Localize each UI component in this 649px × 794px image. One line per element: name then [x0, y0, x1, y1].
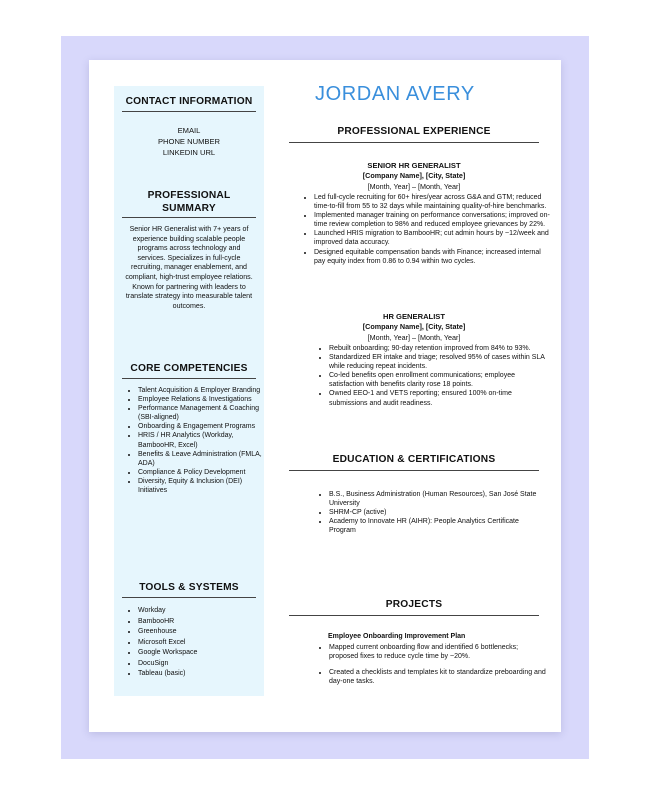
tools-rule	[122, 597, 256, 598]
project-title: Employee Onboarding Improvement Plan	[328, 633, 466, 640]
education-rule	[289, 470, 539, 471]
project-bullet: • Mapped current onboarding flow and identified 6 bottlenecks; proposed fixes to reduce cycle time by ~20%.	[329, 643, 547, 661]
contact-phone: PHONE NUMBER	[157, 137, 221, 146]
experience-rule	[289, 142, 539, 143]
education-list	[316, 490, 547, 535]
job-bullet: • Rebuilt onboarding; 90-day retention improved from 84% to 93%.	[329, 344, 545, 353]
competency-item: • Onboarding & Engagement Programs	[138, 422, 270, 431]
summary-section-title-line2: SUMMARY	[162, 203, 216, 214]
job-bullet: • Led full-cycle recruiting for 60+ hires/year across G&A and GTM; reduced time-to-fill from 55 to 32 days while maintaining quality-of-hire benchmarks.	[314, 193, 552, 211]
contact-rule	[122, 111, 256, 112]
education-section-title: EDUCATION & CERTIFICATIONS	[332, 454, 496, 465]
job-bullet: • Co-led benefits open enrollment communications; employee satisfaction with benefits clarity rose 18 points.	[329, 371, 545, 389]
job-1-title: SENIOR HR GENERALIST	[367, 161, 461, 170]
job-bullet: • Owned EEO-1 and VETS reporting; ensured 100% on-time submissions and audit readiness.	[329, 389, 545, 407]
candidate-name: JORDAN AVERY	[315, 83, 475, 105]
competencies-rule	[122, 378, 256, 379]
education-item: • B.S., Business Administration (Human Resources), San José State University	[329, 490, 547, 508]
resume-sidebar	[114, 86, 264, 696]
job-2-company: [Company Name], [City, State]	[362, 322, 466, 331]
competency-item: • Talent Acquisition & Employer Branding	[138, 386, 270, 395]
project-bullets	[316, 643, 547, 686]
competency-item: • Compliance & Policy Development	[138, 468, 270, 477]
tool-item: • DocuSign	[138, 659, 270, 670]
job-bullet: • Implemented manager training on performance conversations; improved on-time review completion to 98% and reduced employee grievances by 22%.	[314, 211, 552, 229]
tool-item: • BambooHR	[138, 617, 270, 628]
job-bullet: • Standardized ER intake and triage; resolved 95% of cases within SLA while reducing repeat incidents.	[329, 353, 545, 371]
projects-rule	[289, 615, 539, 616]
competency-item: • Employee Relations & Investigations	[138, 395, 270, 404]
competency-item: • HRIS / HR Analytics (Workday, BambooHR, Excel)	[138, 431, 270, 449]
education-item: • Academy to Innovate HR (AIHR): People Analytics Certificate Program	[329, 517, 547, 535]
tools-section-title: TOOLS & SYSTEMS	[139, 582, 239, 593]
tool-item: • Workday	[138, 606, 270, 617]
education-item: • SHRM-CP (active)	[329, 508, 547, 517]
experience-section-title: PROFESSIONAL EXPERIENCE	[337, 126, 491, 137]
projects-section-title: PROJECTS	[385, 599, 443, 610]
contact-linkedin: LINKEDIN URL	[162, 148, 216, 157]
contact-email: EMAIL	[177, 126, 201, 135]
job-2-bullets	[316, 344, 545, 408]
job-1-dates: [Month, Year] – [Month, Year]	[367, 182, 461, 191]
tool-item: • Greenhouse	[138, 627, 270, 638]
job-2-dates: [Month, Year] – [Month, Year]	[367, 333, 461, 342]
job-1-company: [Company Name], [City, State]	[362, 171, 466, 180]
resume-page	[89, 60, 561, 732]
contact-section-title: CONTACT INFORMATION	[125, 96, 253, 107]
summary-rule	[122, 217, 256, 218]
tool-item: • Microsoft Excel	[138, 638, 270, 649]
tool-item: • Tableau (basic)	[138, 669, 270, 680]
job-bullet: • Launched HRIS migration to BambooHR; cut admin hours by ~12/week and improved data accuracy.	[314, 229, 552, 247]
tools-list	[126, 606, 270, 680]
tool-item: • Google Workspace	[138, 648, 270, 659]
job-bullet: • Designed equitable compensation bands with Finance; increased internal pay equity index from 0.86 to 0.94 within two cycles.	[314, 248, 552, 266]
summary-section-title-line1: PROFESSIONAL	[147, 190, 231, 201]
project-bullet: • Created a checklists and templates kit to standardize preboarding and day-one tasks.	[329, 668, 547, 686]
job-1-bullets	[301, 193, 552, 266]
competencies-section-title: CORE COMPETENCIES	[130, 363, 248, 374]
competency-item: • Diversity, Equity & Inclusion (DEI) Initiatives	[138, 477, 270, 495]
competency-item: • Benefits & Leave Administration (FMLA, ADA)	[138, 450, 270, 468]
job-2-title: HR GENERALIST	[382, 312, 446, 321]
competencies-list	[126, 386, 270, 495]
competency-item: • Performance Management & Coaching (SBI-aligned)	[138, 404, 270, 422]
summary-text: Senior HR Generalist with 7+ years of experience building scalable people programs across technology and services. Specializes in full-cycle recruiting, manager enablement, and compliant, high-trust employee relations. Known for partnering with leaders to translate strategy into measurable talent outcomes.	[125, 225, 253, 310]
